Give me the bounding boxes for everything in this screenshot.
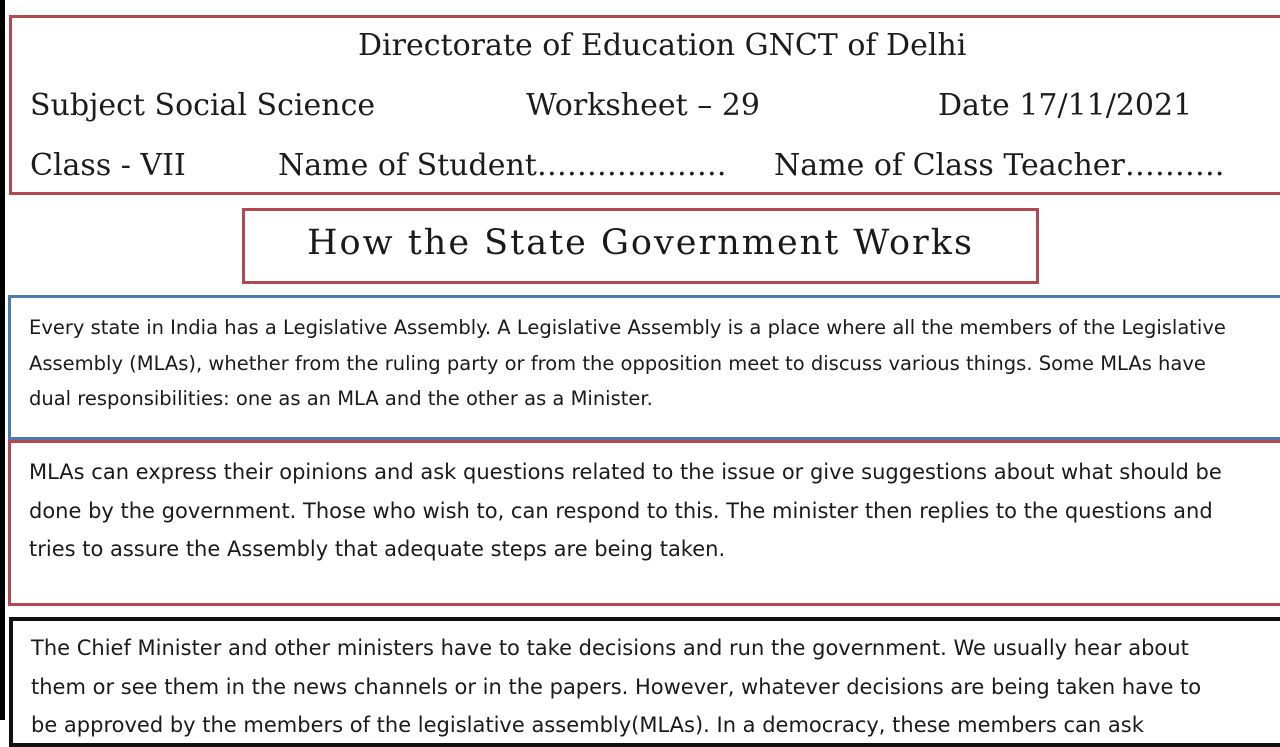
paragraph-line: them or see them in the news channels or in the papers. However, whatever decisions are being taken have to — [31, 674, 1202, 699]
chapter-title: How the State Government Works — [307, 223, 974, 263]
class-label: Class - VII — [30, 148, 186, 183]
paragraph-line: done by the government. Those who wish to, can respond to this. The minister then replies to the questions and — [29, 498, 1213, 523]
paragraph-line: The Chief Minister and other ministers have to take decisions and run the government. We usually hear about — [31, 636, 1189, 660]
chapter-title-box — [242, 208, 1039, 284]
worksheet-date: Date 17/11/2021 — [938, 88, 1193, 123]
paragraph-1 — [29, 310, 1280, 417]
paragraph-box-3 — [9, 617, 1280, 747]
paragraph-line: MLAs can express their opinions and ask questions related to the issue or give suggestions about what should be — [29, 460, 1222, 484]
paragraph-box-2 — [8, 440, 1280, 606]
class-teacher-field: Name of Class Teacher………. — [774, 148, 1225, 183]
paragraph-line: Assembly (MLAs), whether from the ruling party or from the opposition meet to discuss various things. Some MLAs have — [29, 351, 1206, 375]
organization-name: Directorate of Education GNCT of Delhi — [358, 28, 967, 63]
paragraph-line: tries to assure the Assembly that adequate steps are being taken. — [29, 537, 726, 561]
paragraph-box-1 — [8, 295, 1280, 440]
paragraph-line: dual responsibilities: one as an MLA and the other as a Minister. — [29, 387, 653, 410]
paragraph-line: be approved by the members of the legislative assembly(MLAs). In a democracy, these members can ask — [31, 713, 1144, 737]
paragraph-line: Every state in India has a Legislative Assembly. A Legislative Assembly is a place where all the members of the Legislative — [29, 316, 1226, 339]
worksheet-header — [9, 15, 1280, 195]
paragraph-2 — [29, 453, 1280, 569]
subject-label: Subject Social Science — [30, 88, 376, 123]
page-edge-rule — [0, 0, 5, 720]
student-name-field: Name of Student………………. — [278, 148, 727, 183]
paragraph-3 — [31, 629, 1280, 745]
worksheet-number: Worksheet – 29 — [526, 88, 760, 123]
